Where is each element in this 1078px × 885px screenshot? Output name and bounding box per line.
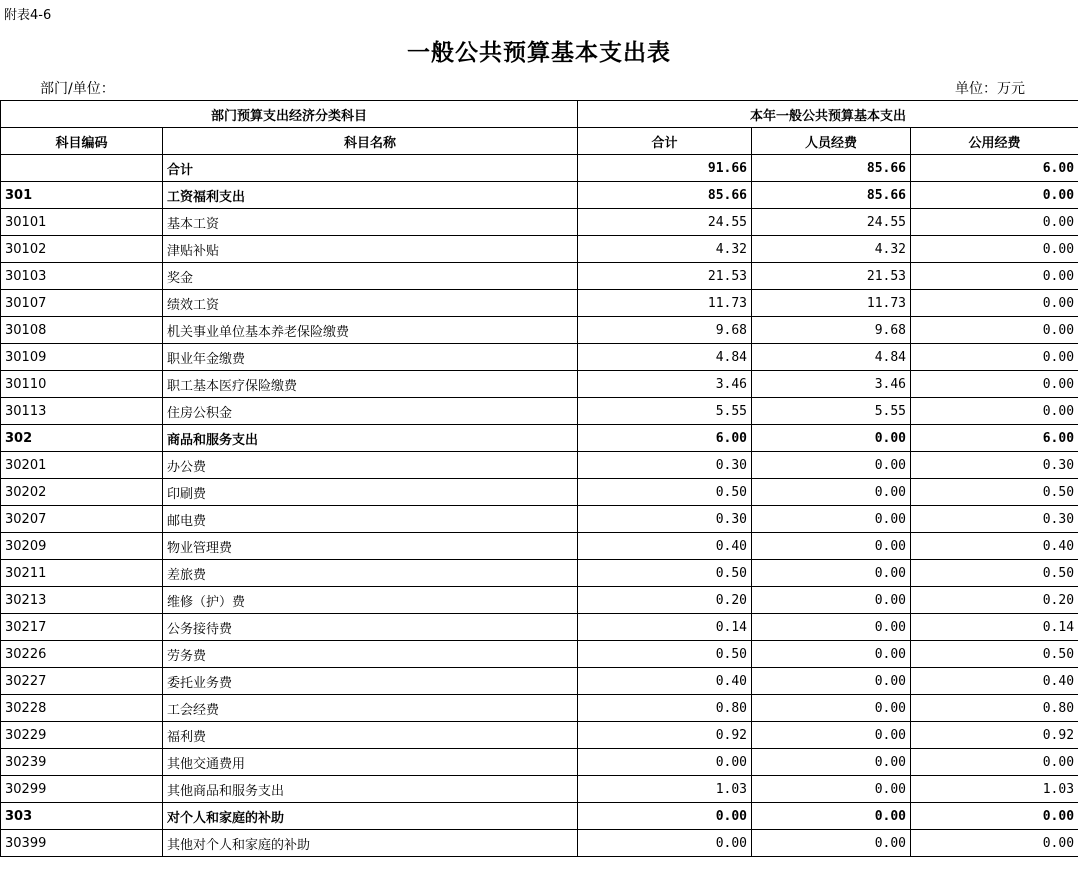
cell-name: 差旅费 — [163, 560, 578, 587]
cell-public: 0.00 — [911, 182, 1078, 209]
table-row — [1, 236, 1078, 263]
cell-name: 职工基本医疗保险缴费 — [163, 371, 578, 398]
cell-code: 30110 — [1, 371, 163, 398]
table-row — [1, 695, 1078, 722]
cell-code: 30113 — [1, 398, 163, 425]
cell-name: 公务接待费 — [163, 614, 578, 641]
cell-total: 0.80 — [578, 695, 752, 722]
page-title: 一般公共预算基本支出表 — [407, 39, 671, 66]
cell-code: 30239 — [1, 749, 163, 776]
cell-total: 0.00 — [578, 749, 752, 776]
cell-total: 9.68 — [578, 317, 752, 344]
table-row — [1, 371, 1078, 398]
cell-name: 办公费 — [163, 452, 578, 479]
cell-personnel: 0.00 — [752, 776, 911, 803]
cell-name: 绩效工资 — [163, 290, 578, 317]
cell-public: 0.00 — [911, 317, 1078, 344]
cell-name: 奖金 — [163, 263, 578, 290]
cell-code: 30227 — [1, 668, 163, 695]
cell-public: 0.92 — [911, 722, 1078, 749]
cell-public: 0.00 — [911, 290, 1078, 317]
cell-name: 其他商品和服务支出 — [163, 776, 578, 803]
cell-total: 0.40 — [578, 668, 752, 695]
cell-public: 0.80 — [911, 695, 1078, 722]
cell-code: 30202 — [1, 479, 163, 506]
cell-code: 30108 — [1, 317, 163, 344]
table-row — [1, 668, 1078, 695]
cell-code: 30226 — [1, 641, 163, 668]
cell-personnel: 0.00 — [752, 749, 911, 776]
cell-total: 85.66 — [578, 182, 752, 209]
cell-name: 其他交通费用 — [163, 749, 578, 776]
cell-total: 0.00 — [578, 830, 752, 857]
cell-personnel: 0.00 — [752, 722, 911, 749]
cell-code: 30209 — [1, 533, 163, 560]
cell-total: 0.40 — [578, 533, 752, 560]
table-row — [1, 209, 1078, 236]
cell-name: 劳务费 — [163, 641, 578, 668]
col-header-total: 合计 — [578, 128, 752, 155]
cell-public: 0.14 — [911, 614, 1078, 641]
cell-personnel: 11.73 — [752, 290, 911, 317]
table-row — [1, 155, 1078, 182]
table-row — [1, 533, 1078, 560]
cell-code: 30213 — [1, 587, 163, 614]
cell-total: 5.55 — [578, 398, 752, 425]
cell-personnel: 0.00 — [752, 695, 911, 722]
cell-name: 工资福利支出 — [163, 182, 578, 209]
table-row — [1, 614, 1078, 641]
cell-total: 0.14 — [578, 614, 752, 641]
budget-table — [0, 100, 1078, 857]
cell-personnel: 9.68 — [752, 317, 911, 344]
cell-name: 津贴补贴 — [163, 236, 578, 263]
cell-code: 30103 — [1, 263, 163, 290]
cell-personnel: 0.00 — [752, 641, 911, 668]
cell-total: 11.73 — [578, 290, 752, 317]
cell-total: 6.00 — [578, 425, 752, 452]
cell-name: 机关事业单位基本养老保险缴费 — [163, 317, 578, 344]
cell-total: 0.50 — [578, 479, 752, 506]
cell-public: 1.03 — [911, 776, 1078, 803]
cell-public: 0.00 — [911, 830, 1078, 857]
cell-name: 其他对个人和家庭的补助 — [163, 830, 578, 857]
cell-total: 0.92 — [578, 722, 752, 749]
cell-personnel: 0.00 — [752, 560, 911, 587]
cell-personnel: 0.00 — [752, 506, 911, 533]
cell-code: 30107 — [1, 290, 163, 317]
cell-personnel: 0.00 — [752, 425, 911, 452]
cell-total: 0.50 — [578, 560, 752, 587]
cell-name: 商品和服务支出 — [163, 425, 578, 452]
table-row — [1, 344, 1078, 371]
cell-total: 24.55 — [578, 209, 752, 236]
cell-public: 6.00 — [911, 425, 1078, 452]
header-column-row — [1, 128, 1078, 155]
table-row — [1, 479, 1078, 506]
cell-total: 91.66 — [578, 155, 752, 182]
cell-public: 0.40 — [911, 668, 1078, 695]
cell-personnel: 85.66 — [752, 182, 911, 209]
cell-code: 303 — [1, 803, 163, 830]
cell-public: 0.30 — [911, 506, 1078, 533]
cell-total: 3.46 — [578, 371, 752, 398]
cell-code: 302 — [1, 425, 163, 452]
cell-public: 0.00 — [911, 803, 1078, 830]
cell-personnel: 5.55 — [752, 398, 911, 425]
table-body — [1, 155, 1078, 857]
cell-public: 0.30 — [911, 452, 1078, 479]
cell-public: 0.20 — [911, 587, 1078, 614]
table-row — [1, 506, 1078, 533]
cell-personnel: 85.66 — [752, 155, 911, 182]
group-header-classification: 部门预算支出经济分类科目 — [1, 101, 578, 128]
cell-code: 30217 — [1, 614, 163, 641]
cell-name: 合计 — [163, 155, 578, 182]
cell-code: 30399 — [1, 830, 163, 857]
col-header-public: 公用经费 — [911, 128, 1078, 155]
cell-name: 工会经费 — [163, 695, 578, 722]
cell-public: 0.00 — [911, 398, 1078, 425]
cell-code: 30228 — [1, 695, 163, 722]
table-row — [1, 776, 1078, 803]
col-header-personnel: 人员经费 — [752, 128, 911, 155]
cell-code: 301 — [1, 182, 163, 209]
cell-name: 住房公积金 — [163, 398, 578, 425]
cell-public: 0.00 — [911, 344, 1078, 371]
cell-public: 0.00 — [911, 209, 1078, 236]
cell-name: 委托业务费 — [163, 668, 578, 695]
table-row — [1, 317, 1078, 344]
cell-code: 30201 — [1, 452, 163, 479]
cell-name: 邮电费 — [163, 506, 578, 533]
cell-public: 0.00 — [911, 236, 1078, 263]
cell-code: 30211 — [1, 560, 163, 587]
cell-public: 6.00 — [911, 155, 1078, 182]
cell-total: 0.20 — [578, 587, 752, 614]
cell-name: 印刷费 — [163, 479, 578, 506]
cell-name: 职业年金缴费 — [163, 344, 578, 371]
cell-public: 0.00 — [911, 263, 1078, 290]
table-row — [1, 560, 1078, 587]
cell-total: 4.84 — [578, 344, 752, 371]
table-row — [1, 398, 1078, 425]
cell-personnel: 3.46 — [752, 371, 911, 398]
cell-code: 30102 — [1, 236, 163, 263]
table-row — [1, 803, 1078, 830]
cell-name: 福利费 — [163, 722, 578, 749]
table-row — [1, 452, 1078, 479]
group-header-expenditure: 本年一般公共预算基本支出 — [578, 101, 1078, 128]
attachment-number: 附表4-6 — [4, 8, 52, 23]
table-row — [1, 263, 1078, 290]
cell-personnel: 0.00 — [752, 533, 911, 560]
cell-personnel: 0.00 — [752, 479, 911, 506]
cell-personnel: 0.00 — [752, 830, 911, 857]
cell-total: 1.03 — [578, 776, 752, 803]
cell-total: 0.50 — [578, 641, 752, 668]
cell-code: 30229 — [1, 722, 163, 749]
cell-name: 物业管理费 — [163, 533, 578, 560]
cell-total: 4.32 — [578, 236, 752, 263]
cell-public: 0.00 — [911, 749, 1078, 776]
cell-total: 0.30 — [578, 506, 752, 533]
cell-personnel: 21.53 — [752, 263, 911, 290]
table-row — [1, 425, 1078, 452]
col-header-code: 科目编码 — [1, 128, 163, 155]
table-row — [1, 722, 1078, 749]
table-row — [1, 182, 1078, 209]
cell-name: 对个人和家庭的补助 — [163, 803, 578, 830]
cell-public: 0.40 — [911, 533, 1078, 560]
cell-code: 30109 — [1, 344, 163, 371]
cell-public: 0.50 — [911, 479, 1078, 506]
cell-personnel: 4.32 — [752, 236, 911, 263]
cell-personnel: 0.00 — [752, 587, 911, 614]
cell-personnel: 4.84 — [752, 344, 911, 371]
table-row — [1, 641, 1078, 668]
cell-name: 基本工资 — [163, 209, 578, 236]
cell-personnel: 0.00 — [752, 803, 911, 830]
table-row — [1, 749, 1078, 776]
cell-personnel: 0.00 — [752, 614, 911, 641]
table-row — [1, 830, 1078, 857]
department-label: 部门/单位： — [40, 81, 115, 97]
cell-personnel: 0.00 — [752, 668, 911, 695]
table-row — [1, 290, 1078, 317]
cell-code: 30207 — [1, 506, 163, 533]
cell-total: 21.53 — [578, 263, 752, 290]
cell-personnel: 24.55 — [752, 209, 911, 236]
cell-personnel: 0.00 — [752, 452, 911, 479]
col-header-name: 科目名称 — [163, 128, 578, 155]
cell-code — [1, 155, 163, 182]
cell-total: 0.30 — [578, 452, 752, 479]
cell-name: 维修（护）费 — [163, 587, 578, 614]
cell-code: 30101 — [1, 209, 163, 236]
cell-public: 0.50 — [911, 560, 1078, 587]
cell-public: 0.50 — [911, 641, 1078, 668]
cell-public: 0.00 — [911, 371, 1078, 398]
unit-label: 单位：万元 — [955, 81, 1025, 97]
header-group-row — [1, 101, 1078, 128]
cell-total: 0.00 — [578, 803, 752, 830]
table-row — [1, 587, 1078, 614]
cell-code: 30299 — [1, 776, 163, 803]
